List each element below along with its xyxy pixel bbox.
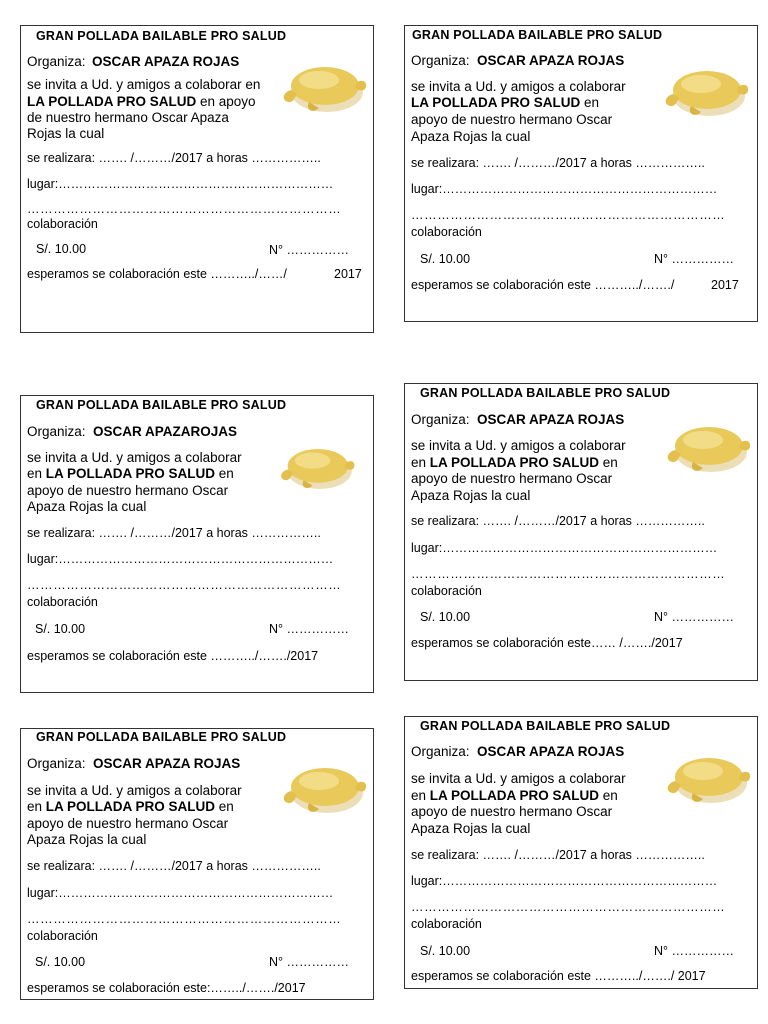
- ticket-5: [20, 728, 374, 1000]
- invite-line-4: Rojas la cual: [27, 126, 105, 141]
- organizer-name: OSCAR APAZA ROJAS: [477, 744, 625, 759]
- organizer-name: OSCAR APAZA ROJAS: [92, 54, 240, 69]
- ticket-title: GRAN POLLADA BAILABLE PRO SALUD: [36, 730, 287, 744]
- ticket-6: [404, 716, 758, 989]
- organiza-label: Organiza:: [411, 53, 470, 68]
- invite-line-1: se invita a Ud. y amigos a colaborar: [411, 771, 626, 786]
- place-line: lugar:…………………………………………………………: [27, 177, 334, 191]
- place-continuation-line: ………………………………………………………………: [27, 912, 342, 926]
- invite-line-3: apoyo de nuestro hermano Oscar: [27, 483, 229, 498]
- amount: S/. 10.00: [36, 242, 87, 256]
- invite-line-3: apoyo de nuestro hermano Oscar: [411, 471, 613, 486]
- invite-line-3: apoyo de nuestro hermano Oscar: [411, 112, 613, 127]
- ticket-title: GRAN POLLADA BAILABLE PRO SALUD: [420, 386, 671, 400]
- invite-line-2: [411, 787, 618, 804]
- event-name: LA POLLADA PRO SALUD: [27, 94, 197, 109]
- date-time-line: se realizara: ……. /………/2017 a horas ……………..: [27, 151, 321, 165]
- roast-chicken-icon: [661, 56, 751, 122]
- invite-line-1: se invita a Ud. y amigos a colaborar: [411, 438, 626, 453]
- date-time-line: se realizara: ……. /………/2017 a horas ……………..: [27, 526, 321, 540]
- ticket-title: GRAN POLLADA BAILABLE PRO SALUD: [420, 719, 671, 733]
- roast-chicken-icon: [663, 412, 753, 478]
- invite-line-3: apoyo de nuestro hermano Oscar: [27, 816, 229, 831]
- invite-line-2-rest: en: [599, 788, 618, 803]
- place-line: lugar:…………………………………………………………: [27, 552, 334, 566]
- invite-line-4: Apaza Rojas la cual: [411, 488, 531, 503]
- roast-chicken-icon: [279, 52, 369, 118]
- invite-line-2: [27, 798, 234, 815]
- collaboration-label: colaboración: [411, 584, 482, 598]
- invite-line-2-rest: en: [599, 455, 618, 470]
- organiza-label: Organiza:: [27, 54, 86, 69]
- ticket-1: [20, 25, 374, 333]
- place-continuation-line: ………………………………………………………………: [411, 208, 726, 222]
- invite-line-2-rest: en: [215, 799, 234, 814]
- collection-date-line: esperamos se colaboración este ………../……./: [411, 278, 675, 292]
- date-time-line: se realizara: ……. /………/2017 a horas ……………..: [411, 848, 705, 862]
- invite-line-2: [27, 93, 256, 110]
- place-line: lugar:…………………………………………………………: [411, 182, 718, 196]
- invite-line-3: de nuestro hermano Oscar Apaza: [27, 110, 229, 125]
- roast-chicken-icon: [663, 743, 753, 809]
- invite-line-1: se invita a Ud. y amigos a colaborar: [27, 450, 242, 465]
- invite-line-4: Apaza Rojas la cual: [27, 832, 147, 847]
- invite-prefix: en: [411, 788, 430, 803]
- amount: S/. 10.00: [420, 610, 471, 624]
- invite-line-1: se invita a Ud. y amigos a colaborar: [27, 783, 242, 798]
- event-name: LA POLLADA PRO SALUD: [411, 95, 581, 110]
- ticket-number: N° ……………: [269, 622, 349, 636]
- place-line: lugar:…………………………………………………………: [411, 874, 718, 888]
- invite-line-2: [27, 465, 234, 482]
- ticket-2: [404, 25, 758, 322]
- collaboration-label: colaboración: [411, 225, 482, 239]
- invite-line-1: se invita a Ud. y amigos a colaborar: [411, 79, 626, 94]
- organiza-label: Organiza:: [411, 412, 470, 427]
- collection-date-line: esperamos se colaboración este:……../……./2017: [27, 981, 306, 995]
- ticket-4: [404, 383, 758, 681]
- collection-date-line: esperamos se colaboración este ………../……/: [27, 267, 287, 281]
- event-name: LA POLLADA PRO SALUD: [45, 466, 216, 481]
- invite-prefix: en: [411, 455, 430, 470]
- date-time-line: se realizara: ……. /………/2017 a horas ……………..: [411, 514, 705, 528]
- invite-line-2: [411, 454, 618, 471]
- ticket-title: GRAN POLLADA BAILABLE PRO SALUD: [36, 29, 287, 43]
- invite-line-1: se invita a Ud. y amigos a colaborar en: [27, 77, 261, 92]
- collaboration-label: colaboración: [411, 917, 482, 931]
- place-continuation-line: ………………………………………………………………: [27, 202, 342, 216]
- organizer-name: OSCAR APAZA ROJAS: [93, 756, 241, 771]
- organiza-label: Organiza:: [27, 756, 86, 771]
- invite-line-2-rest: en: [580, 95, 600, 110]
- roast-chicken-icon: [277, 434, 357, 496]
- place-continuation-line: ………………………………………………………………: [411, 567, 726, 581]
- collaboration-label: colaboración: [27, 929, 98, 943]
- place-line: lugar:…………………………………………………………: [411, 541, 718, 555]
- collection-date-line: esperamos se colaboración este…… /……./2017: [411, 636, 683, 650]
- collaboration-label: colaboración: [27, 595, 98, 609]
- amount: S/. 10.00: [420, 252, 471, 266]
- organizer-name: OSCAR APAZA ROJAS: [477, 53, 625, 68]
- invite-line-4: Apaza Rojas la cual: [27, 499, 147, 514]
- ticket-number: N° ……………: [269, 955, 349, 969]
- organizer-name: OSCAR APAZAROJAS: [93, 424, 238, 439]
- place-continuation-line: ………………………………………………………………: [411, 900, 726, 914]
- invite-prefix: en: [27, 466, 46, 481]
- event-name: LA POLLADA PRO SALUD: [45, 799, 216, 814]
- place-continuation-line: ………………………………………………………………: [27, 578, 342, 592]
- ticket-number: N° ……………: [654, 610, 734, 624]
- collection-year: 2017: [334, 267, 362, 281]
- organiza-label: Organiza:: [411, 744, 470, 759]
- invite-line-2-rest: en: [215, 466, 234, 481]
- collaboration-label: colaboración: [27, 217, 98, 231]
- invite-line-3: apoyo de nuestro hermano Oscar: [411, 804, 613, 819]
- ticket-title: GRAN POLLADA BAILABLE PRO SALUD: [36, 398, 287, 412]
- event-name: LA POLLADA PRO SALUD: [429, 788, 600, 803]
- ticket-number: N° ……………: [654, 252, 734, 266]
- collection-year: 2017: [711, 278, 739, 292]
- invite-line-4: Apaza Rojas la cual: [411, 821, 531, 836]
- invite-line-4: Apaza Rojas la cual: [411, 129, 531, 144]
- collection-date-line: esperamos se colaboración este ………../……./2017: [27, 649, 319, 663]
- event-name: LA POLLADA PRO SALUD: [429, 455, 600, 470]
- amount: S/. 10.00: [35, 955, 86, 969]
- ticket-number: N° ……………: [654, 944, 734, 958]
- invite-prefix: en: [27, 799, 46, 814]
- date-time-line: se realizara: ……. /………/2017 a horas ……………..: [27, 859, 321, 873]
- ticket-number: N° ……………: [269, 243, 349, 257]
- invite-line-2: [411, 94, 599, 111]
- amount: S/. 10.00: [420, 944, 471, 958]
- place-line: lugar:…………………………………………………………: [27, 886, 334, 900]
- roast-chicken-icon: [279, 753, 369, 819]
- organizer-name: OSCAR APAZA ROJAS: [477, 412, 625, 427]
- ticket-3: [20, 395, 374, 693]
- ticket-title: GRAN POLLADA BAILABLE PRO SALUD: [412, 28, 663, 42]
- invite-line-2-rest: en apoyo: [196, 94, 256, 109]
- organiza-label: Organiza:: [27, 424, 86, 439]
- amount: S/. 10.00: [35, 622, 86, 636]
- collection-date-line: esperamos se colaboración este ………../……./ 2017: [411, 969, 706, 983]
- date-time-line: se realizara: ……. /………/2017 a horas ……………..: [411, 156, 705, 170]
